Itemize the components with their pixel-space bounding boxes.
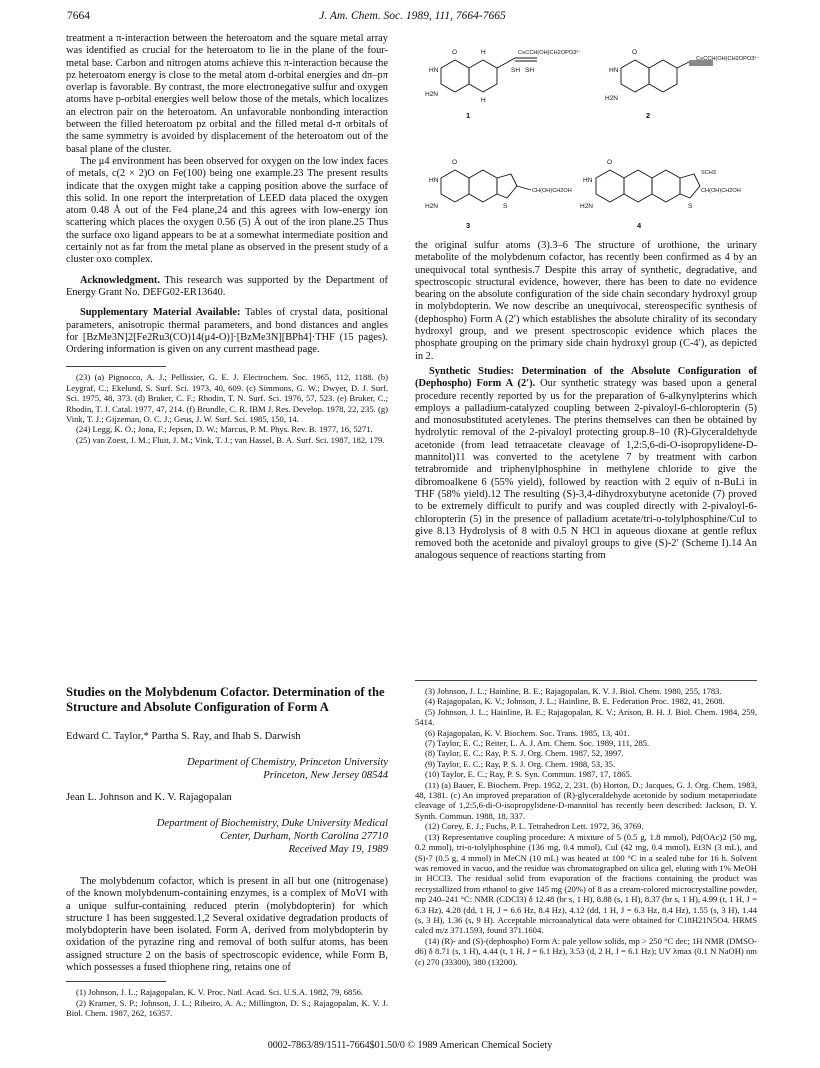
footnote-divider	[415, 680, 757, 681]
atom-label: O	[632, 49, 638, 56]
supplementary-material	[66, 307, 388, 356]
footnote: (10) Taylor, E. C.; Ray, P. S. Syn. Commun. 1987, 17, 1865.	[425, 769, 632, 780]
affiliation-line: Princeton, New Jersey 08544	[263, 770, 388, 782]
author-list: Edward C. Taylor,* Partha S. Ray, and Ihab S. Darwish	[66, 731, 301, 742]
footnote: (25) van Zoest, J. M.; Fluit, J. M.; Vink, T. J.; van Hassel, B. A. Surf. Sci. 1987, 182, 179.	[76, 434, 385, 445]
paragraph: treatment a π-interaction between the heteroatom and the square metal array was identified as crucial for the heteroatom to lie in the plane of the four-metal base. Carbon and nitrogen atoms achieve this π-interaction because the pz heteroatom energy is close to the metal atom d-orbital energies and dπ–pπ overlap is favorable. By contrast, the more electronegative sulfur and oxygen atoms have p-orbital energies well below those of the metals, which localizes an electron pair on the heteroatom. An unfavorable nonbonding interaction between the filled heteroatom pz orbital and the filled metal d-π orbitals of the same symmetry is avoided by displacement of the heteroatom out of the basal plane of the cluster.	[66, 33, 388, 155]
footnote: (9) Taylor, E. C.; Ray, P. S. J. Org. Chem. 1988, 53, 35.	[425, 758, 616, 769]
atom-label: HN	[429, 67, 439, 74]
chemical-structures	[415, 30, 760, 236]
previous-article-body	[66, 33, 388, 445]
atom-label: O	[452, 159, 458, 166]
atom-label: O	[607, 159, 613, 166]
atom-label: HN	[609, 67, 619, 74]
author-list: Jean L. Johnson and K. V. Rajagopalan	[66, 792, 232, 803]
footnotes	[415, 680, 757, 967]
page-number: 7664	[67, 10, 90, 22]
footnote: (6) Rajagopalan, K. V. Biochem. Soc. Trans. 1985, 13, 401.	[425, 727, 630, 738]
affiliation	[66, 756, 388, 782]
footnotes	[66, 372, 388, 445]
paragraph: The μ4 environment has been observed for oxygen on the low index faces of metals, c(2 × 2)O on Fe(100) being one example.23 The present results indicate that the oxygen might take a capping position above the surface of this solid. In one report the interpretation of LEED data placed the oxygen atom 0.48 Å out of the Fe4 plane,24 and this agrees with low-energy ion scattering which places the oxygen 0.56 (5) Å out of the iron plane.25 Thus the surface oxo ligand appears to be at a somewhat intermediate position and certainly not as far from the metal plane as observed in the present study of a cluster oxo complex.	[66, 155, 388, 266]
affiliation	[66, 817, 388, 857]
received-date: Received May 19, 1989	[288, 844, 388, 856]
footnote: (24) Legg, K. O.; Jona, F.; Jepsen, D. W.; Marcus, P. M. Phys. Rev. B. 1977, 16, 5271.	[76, 424, 373, 435]
side-chain-label: C≡CCH(OH)CH2OPO3²⁻	[518, 50, 582, 56]
supplementary-text: Tables of crystal data, positional parameters, anisotropic thermal parameters, and bond distances and angles for [BzMe3N]2[Fe2Ru3(CO)14(μ4-O)]·[BzMe3N][BPh4]·THF (15 pages). Ordering information is given on any current masthead page.	[66, 307, 388, 356]
atom-label: H2N	[605, 95, 619, 102]
footnotes	[66, 987, 388, 1018]
compound-number: 2	[646, 111, 651, 120]
footnote-divider	[66, 366, 166, 367]
supplementary-heading: Supplementary Material Available:	[80, 307, 241, 319]
atom-label: S	[503, 203, 508, 210]
footnote-divider	[66, 981, 166, 982]
journal-citation: J. Am. Chem. Soc. 1989, 111, 7664-7665	[319, 10, 506, 22]
footnote: (8) Taylor, E. C.; Ray, P. S. J. Org. Chem. 1987, 52, 3997.	[425, 748, 624, 759]
footnote: (14) (R)- and (S)-(dephospho) Form A: pale yellow solids, mp > 250 °C dec; 1H NMR (DMSO-d6) δ 8.71 (s, 1 H), 4.44 (t, 1 H, J = 6.1 Hz), 3.53 (d, 2 H, J = 6.1 Hz); UV λmax (0.1 N NaOH) nm (ε) 270 (33300), 380 (13200).	[415, 935, 757, 967]
article-intro	[66, 876, 388, 1019]
atom-label: H2N	[425, 91, 439, 98]
atom-label: H	[481, 97, 486, 104]
footnote: (12) Corey, E. J.; Fuchs, P. L. Tetrahedron Lett. 1972, 36, 3769.	[425, 821, 644, 832]
acknowledgment-heading: Acknowledgment.	[80, 274, 160, 286]
atom-label: O	[452, 49, 458, 56]
compound-number: 3	[466, 221, 471, 230]
side-chain-label: CH(OH)CH2OH	[701, 188, 741, 194]
footnote: (23) (a) Pignocco, A. J.; Pellissier, G. E. J. Electrochem. Soc. 1965, 112, 1188. (b) Leygraf, C.; Ekelund, S. Surf. Sci. 1973, 40, 609. (c) Simmons, G. W.; Dwyer, D. J. Surf. Sci. 1975, 48, 373. (d) Bruker, C. F.; Rhodin, T. N. Surf. Sci. 1976, 57, 523. (e) Bruker, C.; Rhodin, T. J. Catal. 1977, 47, 214. (f) Brundle, C. R. IBM J. Res. Develop. 1978, 22, 235. (g) Vink, T. J.; Gijzeman, O. C. J.; Geus, J. W. Surf. Sci. 1985, 150, 14.	[66, 372, 388, 425]
affiliation-line: Center, Durham, North Carolina 27710	[220, 831, 388, 843]
paragraph: the original sulfur atoms (3).3–6 The structure of urothione, the urinary metabolite of the molybdenum cofactor, has recently been confirmed as 4 by an unequivocal total synthesis.7 Despite this array of synthetic, degradative, and spectroscopic structural evidence, however, there has been to date no evidence bearing on the absolute configuration of the side chain secondary hydroxyl group in molybdopterin. We now describe an unequivocal, stereospecific synthesis of (dephospho) Form A (2′) which establishes the absolute chirality of its secondary hydroxyl group, and we present spectroscopic evidence which places the phosphate grouping on the primary side chain hydroxyl group (C-4′), as depicted in 2.	[415, 240, 757, 362]
compound-number: 1	[466, 111, 471, 120]
atom-label: H2N	[425, 203, 439, 210]
footnote: (11) (a) Bauer, E. Biochem. Prep. 1952, 2, 231. (b) Horton, D.; Jacques, G. J. Org. Chem. 1983, 48, 1381. (c) An improved preparation of (R)-glyceraldehyde acetonide by sodium metaperiodate cleavage of 1,2:5,6-di-O-isopropylidene-D-mannitol has recently been described: Jackson, D. Y. Synth. Commun. 1988, 18, 337.	[415, 779, 757, 821]
atom-label: H2N	[580, 203, 594, 210]
acknowledgment	[66, 275, 388, 300]
footnote: (13) Representative coupling procedure: A mixture of 5 (0.5 g, 1.8 mmol), Pd(OAc)2 (50 mg, 0.2 mmol), tri-o-tolylphosphine (136 mg, 0.4 mmol), CuI (42 mg, 0.4 mmol), Et3N (3 mL), and (S)-7 (0.5 g, 4 mmol) in MeCN (10 mL) was heated at 100 °C in a sealed tube for 16 h. Solvent was removed in vacuo, and the residue was chromatographed on silica gel, eluting with 1% MeOH in HCCl3. The residual solid from evaporation of the fractions containing the product was recrystallized from ethanol to give 145 mg (20%) of 8 as a cream-colored microcrystalline powder, mp 240–241 °C: NMR (CDCl3) δ 12.48 (br s, 1 H), 8.88 (s, 1 H), 8.37 (br s, 1 H), 4.99 (t, 1 H, J = 6.3 Hz), 4.28 (dd, 1 H, J = 6.6 Hz, 8.4 Hz), 4.12 (dd, 1 H, J = 6.3 Hz, 8.4 Hz), 1.55 (s, 3 H), 1.44 (s, 3 H), 1.36 (s, 9 H). Acceptable microanalytical data were obtained for C18H21N5O4. HRMS calcd m/z 371.1593, found 371.1604.	[415, 831, 757, 936]
footnote: (3) Johnson, J. L.; Hainline, B. E.; Rajagopalan, K. V. J. Biol. Chem. 1980, 255, 1783.	[425, 686, 722, 696]
footnote: (4) Rajagopalan, K. V.; Johnson, J. L.; Hainline, B. E. Federation Proc. 1982, 41, 2608.	[425, 696, 725, 707]
atom-label: H	[481, 49, 486, 56]
atom-label: SH	[511, 67, 521, 74]
affiliation-line: Department of Chemistry, Princeton University	[187, 757, 388, 768]
paragraph: The molybdenum cofactor, which is present in all but one (nitrogenase) of the known molybdenum-containing enzymes, is a complex of MoVI with a unique sulfur-containing reduced pterin (molybdopterin) for which structure 1 has been suggested.1,2 Several oxidative degradation products of molybdopterin have been isolated. Form A, derived from molybdopterin by oxidation of the pyrazine ring and removal of both sulfur atoms, has been assigned structure 2 on the basis of spectroscopic evidence, while Form B, which possesses a fused thiophene ring, retains one of	[66, 876, 388, 974]
atom-label: SH	[525, 67, 535, 74]
running-header	[67, 10, 758, 26]
paragraph	[415, 366, 757, 563]
side-chain-label: C≡CCH(OH)CH2OPO3²⁻	[696, 56, 760, 62]
side-chain-label: CH(OH)CH2OH	[532, 188, 572, 194]
page-footer: 0002-7863/89/1511-7664$01.50/0 © 1989 American Chemical Society	[267, 1040, 553, 1051]
article-body	[415, 240, 757, 563]
footnote: (5) Johnson, J. L.; Hainline, B. E.; Rajagopalan, K. V.; Arison, B. H. J. Biol. Chem. 1984, 259, 5414.	[415, 706, 757, 728]
affiliation-line: Department of Biochemistry, Duke University Medical	[156, 818, 388, 829]
structures-figure	[415, 30, 760, 236]
atom-label: HN	[429, 177, 439, 184]
footnote: (2) Kramer, S. P.; Johnson, J. L.; Ribeiro, A. A.; Millington, D. S.; Rajagopalan, K. V. J. Biol. Chem. 1987, 262, 16357.	[66, 997, 388, 1019]
article-title: Studies on the Molybdenum Cofactor. Determination of the Structure and Absolute Configuration of Form A	[66, 685, 385, 714]
compound-number: 4	[637, 221, 642, 230]
section-heading: Synthetic Studies: Determination of the Absolute Configuration of (Dephospho) Form A (2′).	[415, 365, 757, 390]
atom-label: S	[688, 203, 693, 210]
side-chain-label: SCH3	[701, 170, 716, 176]
acknowledgment-text: This research was supported by the Department of Energy Grant No. DEFG02-ER13640.	[66, 274, 388, 298]
footnote: (1) Johnson, J. L.; Rajagopalan, K. V. Proc. Natl. Acad. Sci. U.S.A. 1982, 79, 6856.	[76, 987, 364, 998]
paragraph-text: Our synthetic strategy was based upon a general procedure recently reported by us for the preparation of 6-alkynylpterins which employs a palladium-catalyzed coupling between 2-pivaloyl-6-chloropterin (5) and monosubstituted acetylenes. The pterins themselves can then be obtained by hydrolytic removal of the 2-pivaloyl protecting group.8–10 (R)-Glyceraldehyde acetonide (from lead tetraacetate cleavage of 1,2:5,6-di-O-isopropylidene-D-mannitol)11 was converted to the acetylene 7 by treatment with carbon tetrabromide and triphenylphosphine in methylene chloride to give the dibromoalkene 6 (55% yield), followed by reaction with 2 equiv of n-BuLi in THF (58% yield).12 The resulting (S)-3,4-dihydroxybutyne acetonide (7) proved to be extremely difficult to purify and was coupled directly with 2-pivaloyl-6-chloropterin (5) in the presence of palladium acetate/tri-o-tolylphosphine/CuI to give 8.13 Hydrolysis of 8 with 0.5 N HCl in aqueous dioxane at gentle reflux removed both the acetonide and pivaloyl groups to give (S)-2′ (Scheme I).14 An analogous sequence of reactions starting from	[415, 378, 757, 562]
footnote: (7) Taylor, E. C.; Reiter, L. A. J. Am. Chem. Soc. 1989, 111, 285.	[425, 738, 650, 749]
atom-label: HN	[583, 177, 593, 184]
